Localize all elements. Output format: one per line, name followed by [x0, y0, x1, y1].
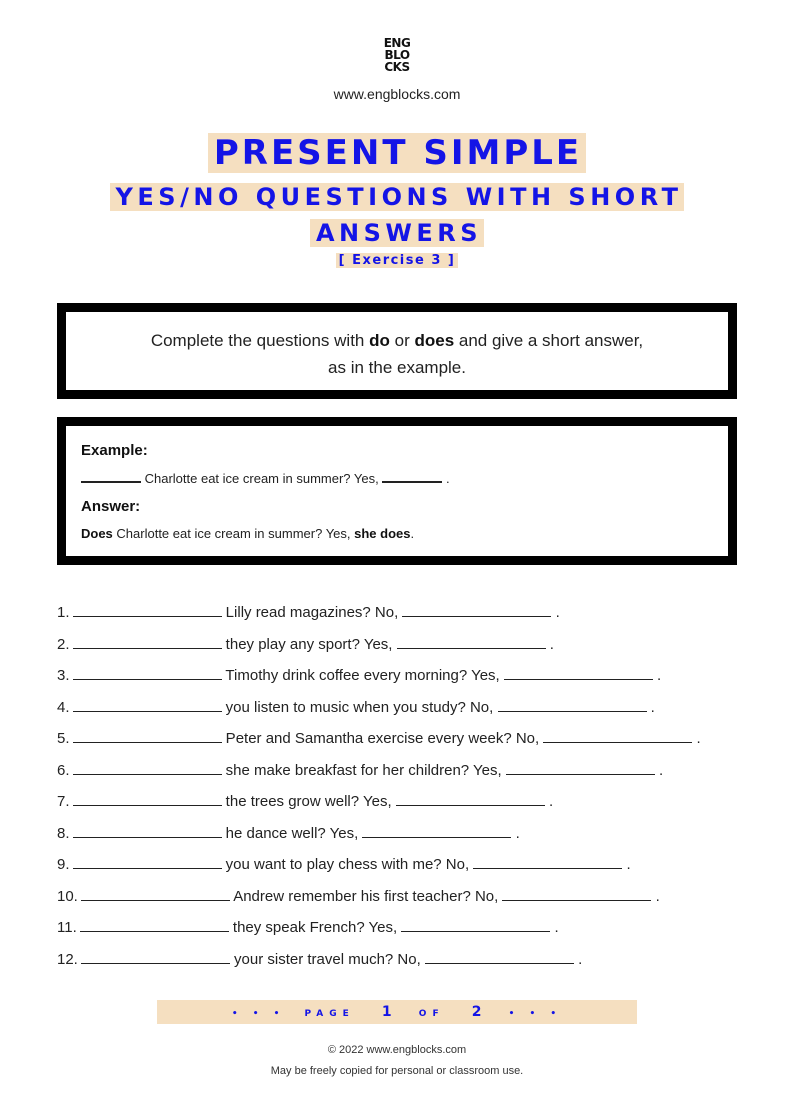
answer-blank-do-does[interactable] — [73, 852, 222, 869]
answer-blank-short[interactable] — [362, 821, 511, 838]
question-item — [57, 726, 757, 758]
question-number: 3. — [57, 667, 70, 684]
answer-does: Does — [81, 526, 113, 541]
answer-blank-do-does[interactable] — [73, 663, 222, 680]
pager-current: 1 — [381, 1004, 392, 1020]
question-number: 10. — [57, 887, 78, 905]
answer-blank-do-does[interactable] — [73, 789, 222, 806]
question-text: she make breakfast for her children? Yes, — [221, 761, 506, 779]
question-number: 2. — [57, 635, 70, 653]
example-question — [81, 469, 728, 488]
answer-blank-short[interactable] — [506, 758, 655, 775]
footer-note: May be freely copied for personal or classroom use. — [270, 1065, 524, 1077]
pager-total: 2 — [471, 1004, 482, 1020]
answer-blank-short[interactable] — [502, 884, 651, 901]
logo-line: CKS — [384, 60, 410, 74]
question-end: . — [573, 950, 583, 968]
answer-blank-short[interactable] — [401, 915, 550, 932]
question-number: 9. — [57, 856, 70, 873]
example-question-end: . — [442, 471, 450, 486]
question-item — [57, 852, 757, 884]
question-end: . — [550, 919, 559, 936]
question-end: . — [651, 887, 660, 905]
keyword-does: does — [414, 331, 455, 350]
instructions-text: or — [389, 331, 415, 350]
answer-blank-short[interactable] — [402, 600, 551, 617]
question-item — [57, 884, 757, 916]
question-text: Lilly read magazines? No, — [221, 604, 403, 621]
answer-blank-do-does[interactable] — [73, 632, 222, 649]
page-title — [0, 131, 794, 175]
page-subtitle — [0, 180, 794, 214]
page-indicator — [157, 1000, 637, 1024]
answer-blank-do-does[interactable] — [73, 821, 222, 838]
logo-line: ENG — [383, 36, 411, 50]
question-item — [57, 821, 757, 853]
question-number: 8. — [57, 824, 70, 842]
instructions-box — [57, 303, 737, 399]
question-item — [57, 758, 757, 790]
pager-of-label: OF — [418, 1009, 445, 1019]
example-answer — [81, 525, 728, 543]
example-blank-2[interactable] — [382, 469, 442, 483]
question-end: . — [646, 698, 655, 716]
question-item — [57, 600, 757, 632]
answer-blank-short[interactable] — [396, 789, 545, 806]
question-number: 12. — [57, 950, 78, 968]
question-number: 11. — [57, 919, 77, 936]
answer-blank-do-does[interactable] — [81, 947, 230, 964]
answer-blank-short[interactable] — [498, 695, 647, 712]
example-blank-1[interactable] — [81, 469, 141, 483]
question-number: 7. — [57, 793, 70, 810]
site-url[interactable]: www.engblocks.com — [333, 86, 461, 102]
example-question-text: Charlotte eat ice cream in summer? Yes, — [141, 471, 383, 486]
question-text: you want to play chess with me? No, — [221, 856, 474, 873]
logo-line: BLO — [384, 48, 410, 62]
question-item — [57, 632, 757, 664]
question-text: Timothy drink coffee every morning? Yes, — [221, 667, 504, 684]
question-text: the trees grow well? Yes, — [221, 793, 396, 810]
answer-end: . — [410, 526, 415, 541]
exercise-number: [ Exercise 3 ] — [336, 253, 459, 268]
instructions-line-2: as in the example. — [328, 358, 466, 377]
pager-dots-right: • • • — [508, 1009, 563, 1019]
answer-blank-do-does[interactable] — [80, 915, 229, 932]
question-text: your sister travel much? No, — [229, 950, 425, 968]
question-end: . — [544, 793, 554, 810]
example-box — [57, 417, 737, 565]
question-item — [57, 947, 757, 979]
instructions-text: and give a short answer, — [454, 331, 644, 350]
footer-copyright: © 2022 www.engblocks.com — [327, 1044, 467, 1056]
question-text: they speak French? Yes, — [228, 919, 402, 936]
engblocks-logo — [381, 37, 413, 73]
answer-short: she does — [354, 526, 411, 541]
answer-blank-short[interactable] — [543, 726, 692, 743]
answer-blank-short[interactable] — [473, 852, 622, 869]
answer-blank-do-does[interactable] — [73, 600, 222, 617]
title-main: PRESENT SIMPLE — [208, 133, 586, 173]
keyword-do: do — [369, 331, 390, 350]
question-text: he dance well? Yes, — [221, 824, 363, 842]
question-end: . — [511, 824, 520, 842]
question-number: 5. — [57, 730, 70, 747]
question-text: they play any sport? Yes, — [221, 635, 397, 653]
question-end: . — [551, 604, 560, 621]
answer-blank-short[interactable] — [397, 632, 546, 649]
answer-blank-do-does[interactable] — [73, 758, 222, 775]
question-end: . — [622, 856, 631, 873]
page-subtitle-2 — [0, 216, 794, 250]
question-item — [57, 789, 757, 821]
example-heading: Example: — [81, 442, 148, 459]
answer-blank-do-does[interactable] — [73, 726, 222, 743]
question-number: 6. — [57, 761, 70, 779]
answer-blank-do-does[interactable] — [73, 695, 222, 712]
instructions-text: Complete the questions with — [150, 331, 370, 350]
exercise-label — [0, 251, 794, 270]
question-list — [57, 600, 757, 978]
question-number: 4. — [57, 698, 70, 716]
question-item — [57, 663, 757, 695]
answer-blank-short[interactable] — [425, 947, 574, 964]
answer-text: Charlotte eat ice cream in summer? Yes, — [112, 526, 355, 541]
question-item — [57, 915, 757, 947]
subtitle-line-1: YES/NO QUESTIONS WITH SHORT — [110, 183, 685, 211]
question-item — [57, 695, 757, 727]
answer-heading: Answer: — [81, 498, 141, 515]
subtitle-line-2: ANSWERS — [310, 219, 484, 247]
answer-blank-do-does[interactable] — [81, 884, 230, 901]
question-end: . — [692, 730, 701, 747]
pager-page-label: PAGE — [304, 1009, 355, 1019]
answer-blank-short[interactable] — [504, 663, 653, 680]
question-end: . — [652, 667, 662, 684]
question-end: . — [654, 761, 664, 779]
question-text: Peter and Samantha exercise every week? No, — [221, 730, 544, 747]
instructions-line-1 — [66, 327, 728, 354]
pager-dots-left: • • • — [231, 1009, 286, 1019]
question-number: 1. — [57, 604, 70, 621]
question-end: . — [545, 635, 554, 653]
question-text: you listen to music when you study? No, — [221, 698, 498, 716]
question-text: Andrew remember his first teacher? No, — [229, 887, 503, 905]
